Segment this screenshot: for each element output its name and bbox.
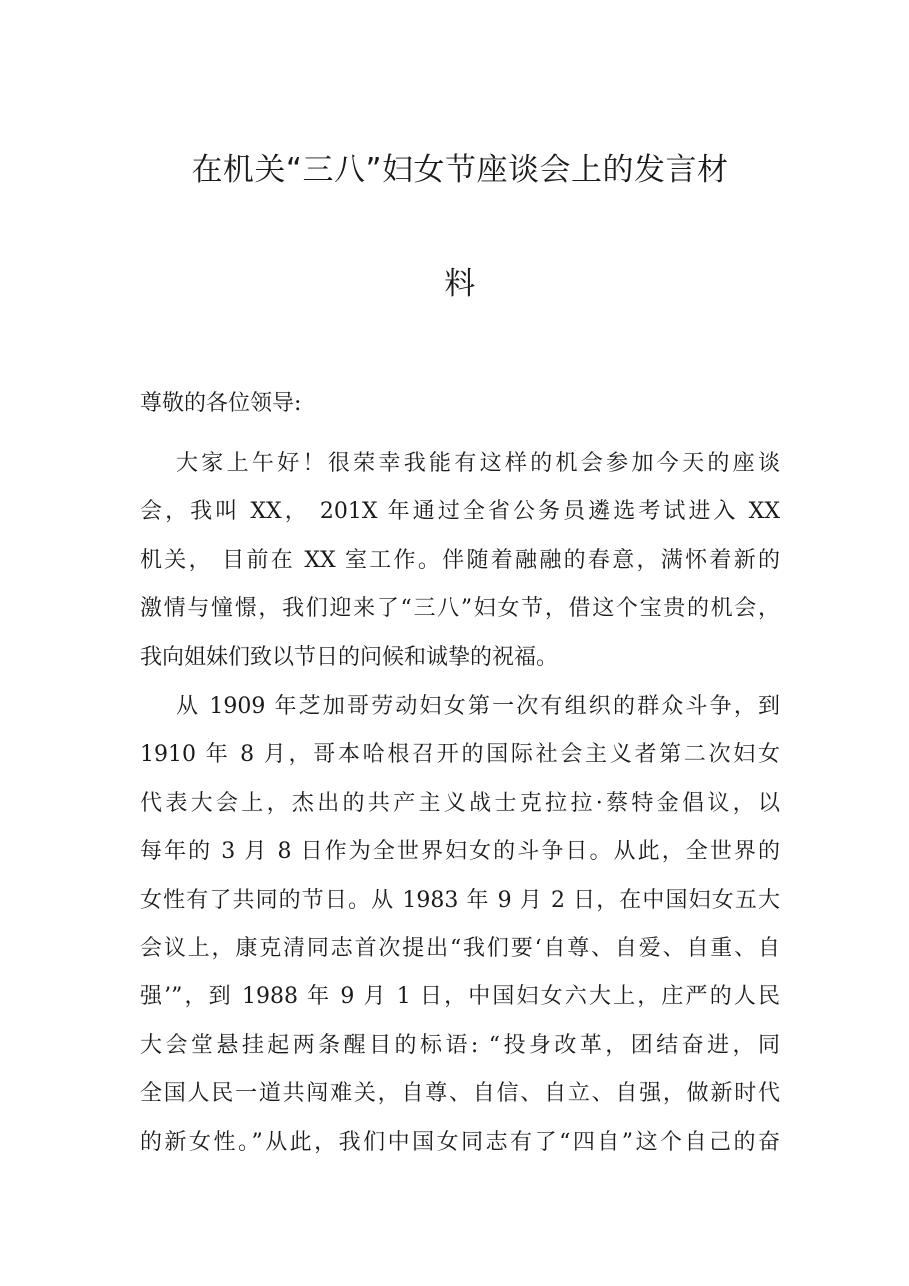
paragraph-line: 从 1909 年芝加哥劳动妇女第一次有组织的群众斗争，到	[176, 694, 780, 719]
paragraph-line: 会，我叫 XX， 201X 年通过全省公务员遴选考试进入 XX	[140, 499, 780, 525]
paragraph-line: 会议上，康克清同志首次提出“我们要‘自尊、自爱、自重、自	[140, 935, 780, 961]
paragraph-line: 大家上午好！很荣幸我能有这样的机会参加今天的座谈	[176, 451, 780, 476]
paragraph-line: 我向姐妹们致以节日的问候和诚挚的祝福。	[140, 644, 559, 670]
paragraph-1	[140, 447, 780, 689]
document-title-line-1: 在机关“三八”妇女节座谈会上的发言材	[191, 152, 729, 188]
paragraph-line: 的新女性。”从此，我们中国女同志有了“四自”这个自己的奋	[140, 1129, 780, 1155]
salutation: 尊敬的各位领导:	[140, 391, 302, 416]
paragraph-line: 1910 年 8 月，哥本哈根召开的国际社会主义者第二次妇女	[140, 742, 780, 768]
paragraph-line: 每年的 3 月 8 日作为全世界妇女的斗争日。从此，全世界的	[140, 839, 780, 865]
paragraph-line: 强’”，到 1988 年 9 月 1 日，中国妇女六大上，庄严的人民	[140, 984, 780, 1010]
paragraph-line: 全国人民一道共闯难关，自尊、自信、自立、自强，做新时代	[140, 1081, 780, 1107]
paragraph-line: 机关， 目前在 XX 室工作。伴随着融融的春意，满怀着新的	[140, 547, 780, 573]
document-title-line-2: 料	[444, 266, 476, 302]
paragraph-2	[140, 690, 780, 1174]
paragraph-line: 女性有了共同的节日。从 1983 年 9 月 2 日，在中国妇女五大	[140, 887, 780, 913]
paragraph-line: 激情与憧憬，我们迎来了“三八”妇女节，借这个宝贵的机会，	[140, 596, 780, 622]
paragraph-line: 大会堂悬挂起两条醒目的标语: “投身改革，团结奋进，同	[140, 1032, 780, 1058]
paragraph-line: 代表大会上，杰出的共产主义战士克拉拉·蔡特金倡议，以	[140, 790, 780, 816]
